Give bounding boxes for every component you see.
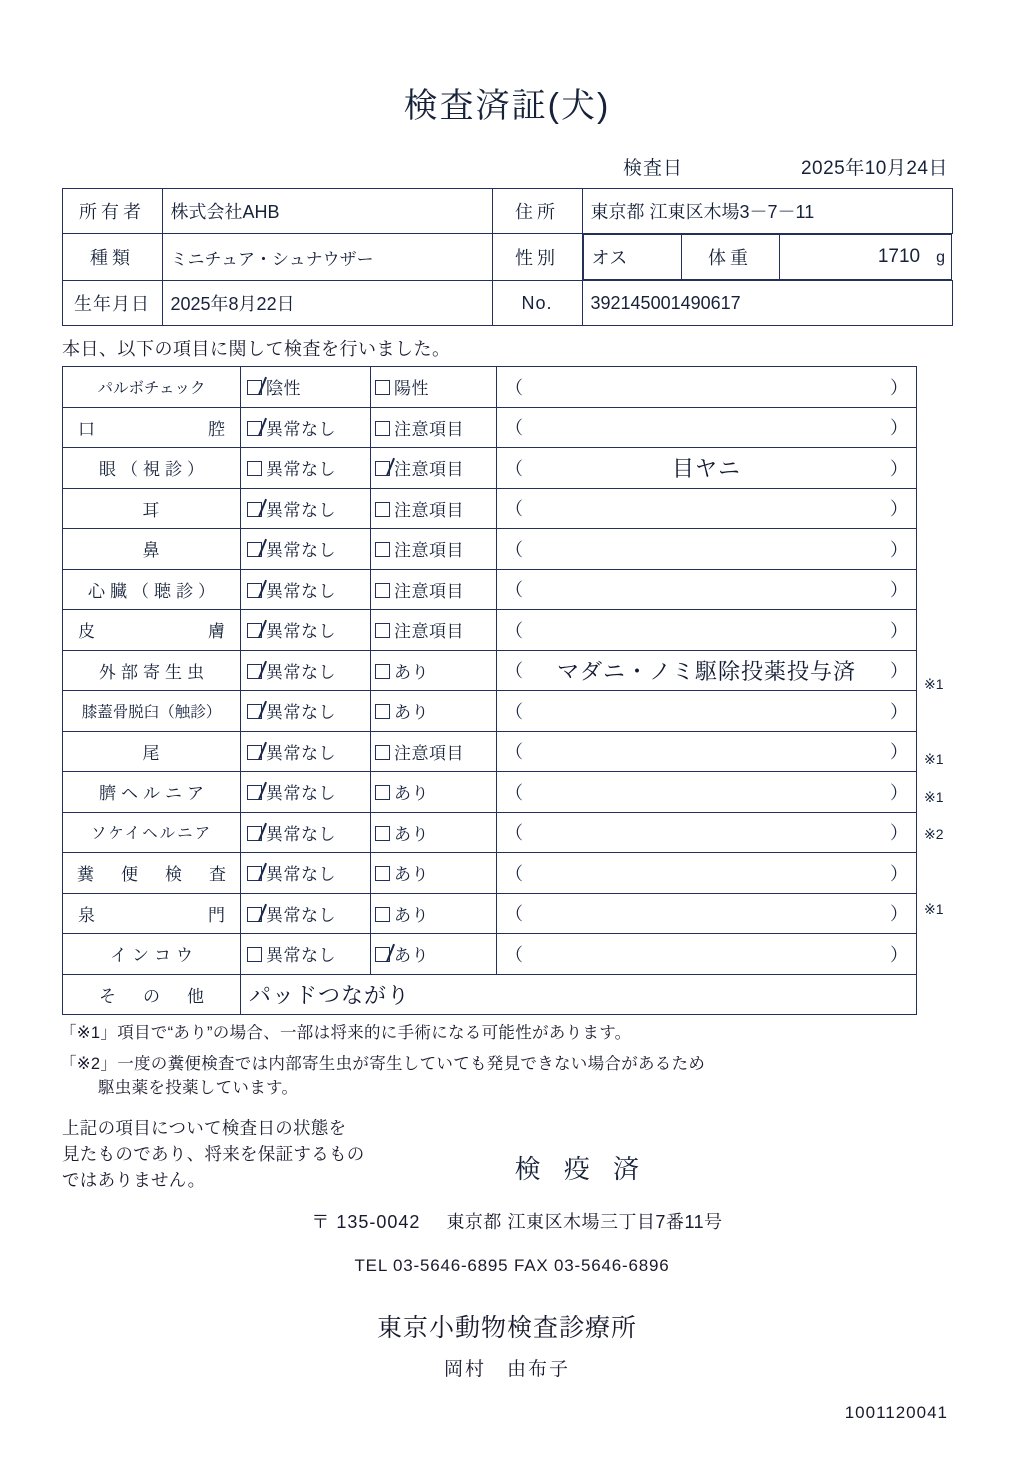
clinic-address xyxy=(0,1208,1014,1234)
checkbox-icon[interactable] xyxy=(247,623,262,638)
checkbox-icon[interactable] xyxy=(247,664,262,679)
option-label: あり xyxy=(394,905,429,925)
address-value: 東京都 江東区木場3－7－11 xyxy=(582,189,952,234)
row-note[interactable]: （ ） xyxy=(497,488,917,529)
table-row xyxy=(63,569,917,610)
quarantine-stamp: 検 疫 済 xyxy=(514,1153,648,1184)
option-label: 異常なし xyxy=(266,824,336,844)
checkbox-icon[interactable] xyxy=(247,947,262,962)
row-option-1[interactable] xyxy=(241,731,371,772)
row-note[interactable]: （ ） xyxy=(497,407,917,448)
checkbox-icon[interactable] xyxy=(375,785,390,800)
postal-code: 〒 135-0042 xyxy=(311,1211,421,1232)
checkbox-icon[interactable] xyxy=(247,542,262,557)
row-option-1[interactable] xyxy=(241,610,371,651)
row-note-text: マダニ・ノミ駆除投薬投与済 xyxy=(556,659,856,685)
intro-text: 本日、以下の項目に関して検査を行いました。 xyxy=(62,339,451,359)
birth-label: 生年月日 xyxy=(62,281,162,326)
disclaimer-line-2: 見たものであり、将来を保証するもの xyxy=(62,1144,365,1165)
checkbox-icon[interactable] xyxy=(247,866,262,881)
checkbox-icon[interactable] xyxy=(375,542,390,557)
option-label: あり xyxy=(394,865,429,885)
checkbox-icon[interactable] xyxy=(247,785,262,800)
footnote-2-line2: 駆虫薬を投薬しています。 xyxy=(98,1078,299,1097)
other-value: パッドつながり xyxy=(249,983,411,1009)
option-label: 異常なし xyxy=(266,662,336,682)
table-row xyxy=(63,448,917,489)
checkbox-icon[interactable] xyxy=(247,826,262,841)
option-label: 注意項目 xyxy=(394,581,464,601)
row-option-2[interactable] xyxy=(371,691,497,732)
footnote-2 xyxy=(60,1053,1014,1101)
checkbox-icon[interactable] xyxy=(375,907,390,922)
row-label: 耳 xyxy=(63,488,241,529)
checkbox-icon[interactable] xyxy=(247,704,262,719)
row-option-1[interactable] xyxy=(241,407,371,448)
checkbox-icon[interactable] xyxy=(375,623,390,638)
examiner-name: 岡村 由布子 xyxy=(443,1358,570,1380)
checkbox-icon[interactable] xyxy=(375,421,390,436)
row-label: 外部寄生虫 xyxy=(63,650,241,691)
row-note[interactable]: （ ） xyxy=(497,934,917,975)
side-mark-1: ※1 xyxy=(924,676,944,692)
row-option-1[interactable] xyxy=(241,691,371,732)
row-note[interactable]: （ ） xyxy=(497,853,917,894)
weight-unit: g xyxy=(936,249,945,266)
table-row-other xyxy=(63,974,917,1015)
no-label: No. xyxy=(492,281,582,326)
no-value: 392145001490617 xyxy=(582,281,952,326)
other-label: そ の 他 xyxy=(63,974,241,1015)
option-label: 注意項目 xyxy=(394,743,464,763)
row-option-2[interactable] xyxy=(371,610,497,651)
row-option-2[interactable] xyxy=(371,812,497,853)
checklist-body xyxy=(63,367,917,1015)
row-option-1[interactable] xyxy=(241,893,371,934)
footnote-1-text: 「※1」項目で“あり”の場合、一部は将来的に手術になる可能性があります。 xyxy=(60,1024,632,1042)
checkbox-icon[interactable] xyxy=(375,664,390,679)
header-table xyxy=(62,188,953,326)
row-label: 心臓（聴診） xyxy=(63,569,241,610)
option-label: 注意項目 xyxy=(394,541,464,561)
owner-value: 株式会社AHB xyxy=(162,189,492,234)
row-label: 眼（視診） xyxy=(63,448,241,489)
lower-section xyxy=(0,1115,1014,1194)
row-option-1[interactable] xyxy=(241,448,371,489)
table-row xyxy=(63,529,917,570)
exam-date-label: 検査日 xyxy=(622,158,683,179)
table-row-breed xyxy=(62,234,952,281)
row-note[interactable]: （ ） xyxy=(497,691,917,732)
row-label: 泉 門 xyxy=(63,893,241,934)
side-mark-5: ※1 xyxy=(924,901,944,917)
row-label: 皮 膚 xyxy=(63,610,241,651)
side-mark-2: ※1 xyxy=(924,751,944,767)
row-label: インコウ xyxy=(63,934,241,975)
checkbox-icon[interactable] xyxy=(247,380,262,395)
breed-value: ミニチュア・シュナウザー xyxy=(162,234,492,281)
option-label: 異常なし xyxy=(266,622,336,642)
row-option-1[interactable] xyxy=(241,569,371,610)
option-label: 注意項目 xyxy=(394,500,464,520)
option-label: 注意項目 xyxy=(394,622,464,642)
table-row xyxy=(63,367,917,408)
row-label: ソケイヘルニア xyxy=(63,812,241,853)
row-option-2[interactable] xyxy=(371,934,497,975)
table-row xyxy=(63,893,917,934)
weight-cell xyxy=(779,235,952,280)
option-label: 異常なし xyxy=(266,865,336,885)
serial-number: 1001120041 xyxy=(844,1402,948,1422)
row-note[interactable]: （ ） xyxy=(497,529,917,570)
row-note[interactable]: （ ） xyxy=(497,812,917,853)
breed-label: 種類 xyxy=(62,234,162,281)
row-option-1[interactable] xyxy=(241,367,371,408)
row-label: パルボチェック xyxy=(63,367,241,408)
row-label: 口 腔 xyxy=(63,407,241,448)
table-row xyxy=(63,650,917,691)
address-text: 東京都 江東区木場三丁目7番11号 xyxy=(446,1211,723,1232)
row-note-text: 目ヤニ xyxy=(671,457,741,483)
table-row xyxy=(63,853,917,894)
row-option-2[interactable] xyxy=(371,448,497,489)
checkbox-icon[interactable] xyxy=(375,380,390,395)
checkbox-icon[interactable] xyxy=(247,421,262,436)
checkbox-icon[interactable] xyxy=(375,745,390,760)
row-note[interactable]: （ ） xyxy=(497,569,917,610)
clinic-name: 東京小動物検査診療所 xyxy=(376,1313,637,1342)
row-option-2[interactable] xyxy=(371,853,497,894)
row-label: 膝蓋骨脱臼（触診） xyxy=(63,691,241,732)
row-label: 臍ヘルニア xyxy=(63,772,241,813)
row-note[interactable]: （ 目ヤニ ） xyxy=(497,448,917,489)
row-option-2[interactable] xyxy=(371,772,497,813)
option-label: あり xyxy=(394,662,429,682)
row-option-2[interactable] xyxy=(371,367,497,408)
option-label: 異常なし xyxy=(266,581,336,601)
option-label: 異常なし xyxy=(266,703,336,723)
row-option-2[interactable] xyxy=(371,731,497,772)
row-note[interactable]: （ ） xyxy=(497,367,917,408)
checkbox-icon[interactable] xyxy=(375,583,390,598)
option-label: 異常なし xyxy=(266,541,336,561)
option-label: あり xyxy=(394,824,429,844)
row-option-1[interactable] xyxy=(241,772,371,813)
table-row-birth xyxy=(62,281,952,326)
checkbox-icon[interactable] xyxy=(247,745,262,760)
checkbox-icon[interactable] xyxy=(375,947,390,962)
address-label: 住所 xyxy=(492,189,582,234)
option-label: 注意項目 xyxy=(394,419,464,439)
row-label: 糞 便 検 査 xyxy=(63,853,241,894)
table-row xyxy=(63,812,917,853)
table-row-owner xyxy=(62,189,952,234)
checkbox-icon[interactable] xyxy=(247,907,262,922)
table-row xyxy=(63,934,917,975)
option-label: 陽性 xyxy=(394,379,429,399)
sex-value: オス xyxy=(583,235,681,280)
option-label: 異常なし xyxy=(266,743,336,763)
checklist-wrapper xyxy=(62,366,952,1015)
owner-label: 所有者 xyxy=(62,189,162,234)
option-label: 注意項目 xyxy=(394,460,464,480)
birth-value: 2025年8月22日 xyxy=(162,281,492,326)
checkbox-icon[interactable] xyxy=(375,502,390,517)
footnote-2-line1: 「※2」一度の糞便検査では内部寄生虫が寄生していても発見できない場合があるため xyxy=(60,1054,706,1073)
row-option-1[interactable] xyxy=(241,934,371,975)
table-row xyxy=(63,691,917,732)
row-option-2[interactable] xyxy=(371,529,497,570)
row-option-1[interactable] xyxy=(241,488,371,529)
checkbox-icon[interactable] xyxy=(247,461,262,476)
checkbox-icon[interactable] xyxy=(375,704,390,719)
table-row xyxy=(63,772,917,813)
row-option-2[interactable] xyxy=(371,407,497,448)
option-label: 陰性 xyxy=(266,379,301,399)
option-label: 異常なし xyxy=(266,419,336,439)
row-note[interactable]: （ ） xyxy=(497,772,917,813)
table-row xyxy=(63,731,917,772)
page-title: 検査済証(犬) xyxy=(403,87,611,125)
exam-date-value: 2025年10月24日 xyxy=(800,158,948,179)
side-mark-3: ※1 xyxy=(924,788,944,805)
row-option-2[interactable] xyxy=(371,488,497,529)
checkbox-icon[interactable] xyxy=(247,502,262,517)
checkbox-icon[interactable] xyxy=(247,583,262,598)
clinic-contact: TEL 03-5646-6895 FAX 03-5646-6896 xyxy=(354,1255,670,1275)
row-option-1[interactable] xyxy=(241,812,371,853)
row-option-1[interactable] xyxy=(241,853,371,894)
disclaimer-line-1: 上記の項目について検査日の状態を xyxy=(62,1117,347,1138)
row-option-1[interactable] xyxy=(241,650,371,691)
disclaimer xyxy=(62,1115,365,1194)
row-option-2[interactable] xyxy=(371,650,497,691)
option-label: 異常なし xyxy=(266,946,336,966)
sex-label: 性別 xyxy=(492,234,582,281)
other-value-cell[interactable] xyxy=(241,974,917,1015)
weight-value: 1710 xyxy=(877,246,921,267)
option-label: あり xyxy=(394,784,429,804)
option-label: あり xyxy=(394,703,429,723)
option-label: 異常なし xyxy=(266,500,336,520)
checkbox-icon[interactable] xyxy=(375,866,390,881)
exam-date xyxy=(0,153,948,180)
footnote-1 xyxy=(60,1022,1014,1046)
table-row xyxy=(63,407,917,448)
option-label: 異常なし xyxy=(266,460,336,480)
option-label: あり xyxy=(394,946,429,966)
weight-label: 体重 xyxy=(681,235,779,280)
row-option-1[interactable] xyxy=(241,529,371,570)
checklist-table xyxy=(62,366,917,1015)
option-label: 異常なし xyxy=(266,784,336,804)
row-note[interactable]: （ ） xyxy=(497,731,917,772)
table-row xyxy=(63,610,917,651)
disclaimer-line-3: ではありません。 xyxy=(62,1170,206,1191)
row-label: 尾 xyxy=(63,731,241,772)
row-label: 鼻 xyxy=(63,529,241,570)
row-option-2[interactable] xyxy=(371,893,497,934)
side-mark-4: ※2 xyxy=(924,826,944,842)
checkbox-icon[interactable] xyxy=(375,826,390,841)
row-option-2[interactable] xyxy=(371,569,497,610)
checkbox-icon[interactable] xyxy=(375,461,390,476)
row-note[interactable]: （ マダニ・ノミ駆除投薬投与済 ） xyxy=(497,650,917,691)
table-row xyxy=(63,488,917,529)
row-note[interactable]: （ ） xyxy=(497,893,917,934)
option-label: 異常なし xyxy=(266,905,336,925)
row-note[interactable]: （ ） xyxy=(497,610,917,651)
